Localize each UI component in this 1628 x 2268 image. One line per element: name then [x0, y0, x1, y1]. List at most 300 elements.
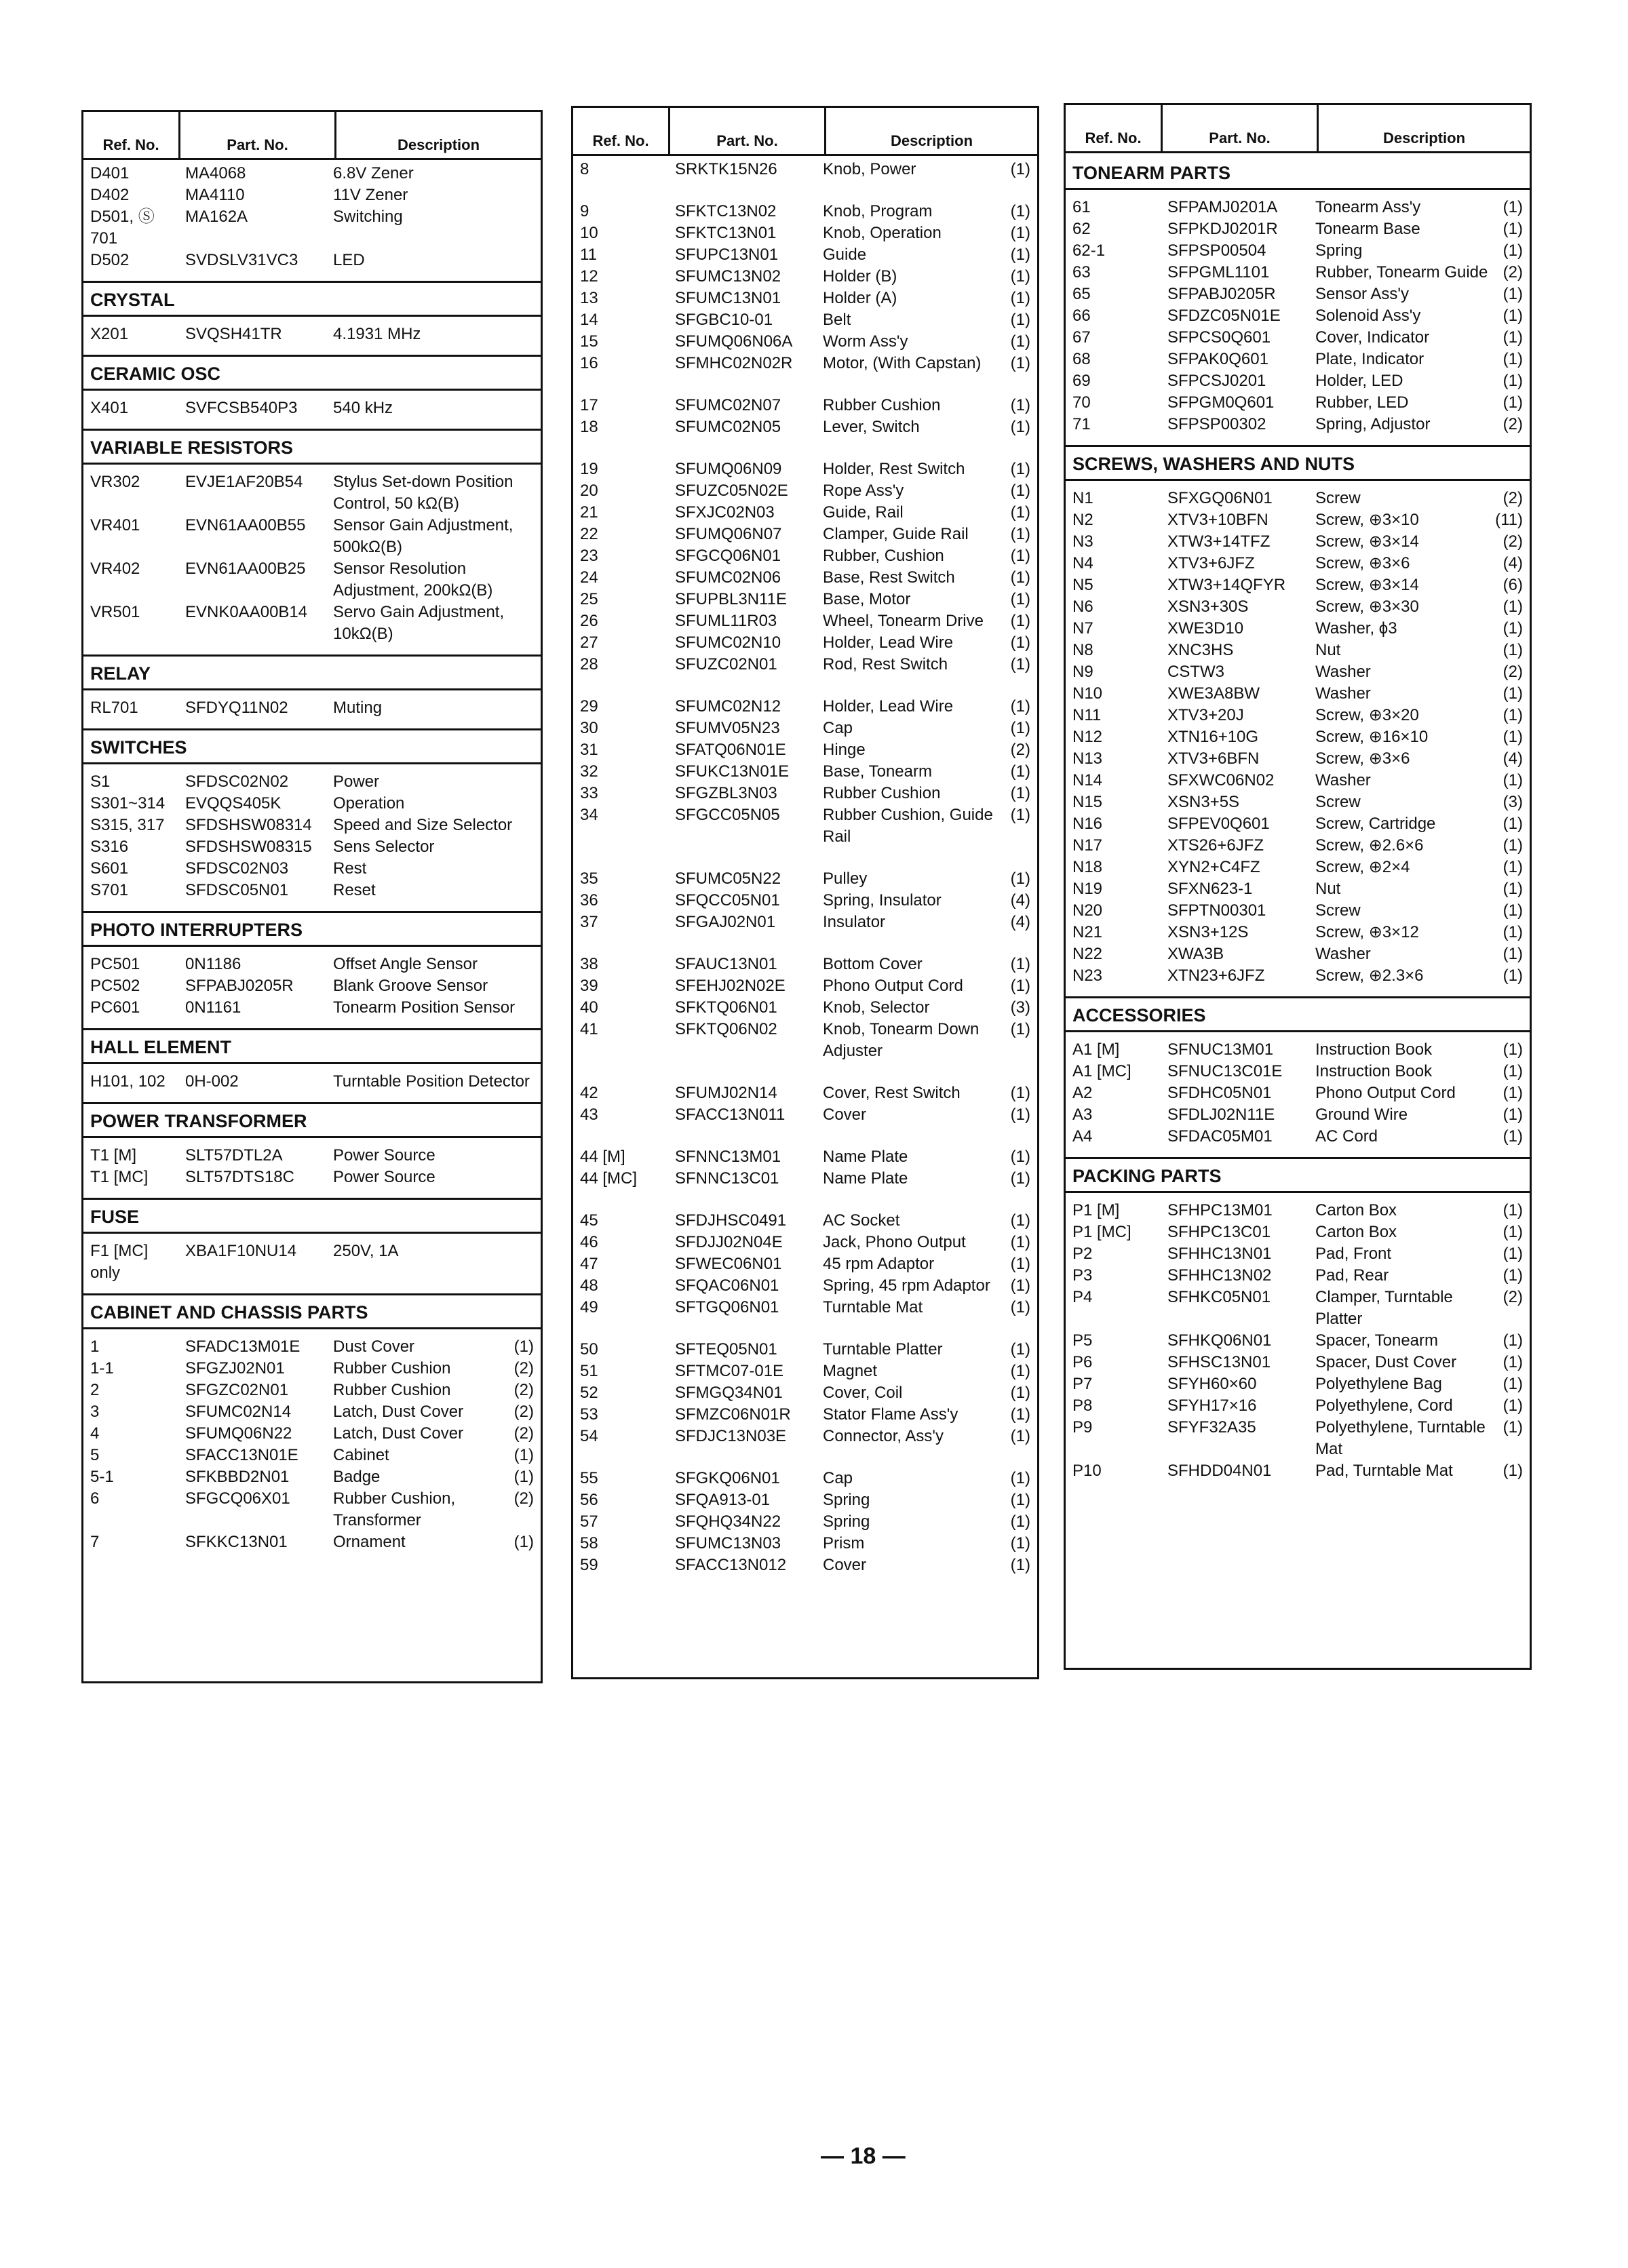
- ref-no: 701: [90, 229, 118, 248]
- ref-no: X201: [90, 325, 129, 343]
- part-no: SVFCSB540P3: [185, 399, 298, 417]
- ref-no: 48: [580, 1276, 598, 1295]
- table-row: [573, 761, 1037, 783]
- description: Holder, LED: [1315, 372, 1403, 390]
- quantity: (1): [1503, 1223, 1523, 1241]
- ref-no: P6: [1072, 1353, 1093, 1371]
- part-no: SFDSC05N01: [185, 881, 289, 899]
- ref-no: 8: [580, 160, 589, 178]
- table-row: [573, 1533, 1037, 1555]
- quantity: (1): [1503, 1084, 1523, 1102]
- table-row: [83, 880, 541, 901]
- table-row: [83, 206, 541, 228]
- description: Screw, ⊕3×14: [1315, 576, 1419, 594]
- section-title: ACCESSORIES: [1066, 996, 1530, 1032]
- description: Sensor Resolution Adjustment, 200kΩ(B): [333, 560, 493, 600]
- ref-no: 10: [580, 224, 598, 242]
- table-row: [1066, 1352, 1530, 1373]
- section-title: SCREWS, WASHERS AND NUTS: [1066, 445, 1530, 481]
- ref-no: D402: [90, 186, 130, 204]
- description: Pulley: [823, 869, 868, 888]
- table-row: [1066, 813, 1530, 835]
- quantity: (3): [1503, 793, 1523, 811]
- part-no: SFDJHSC0491: [675, 1211, 787, 1230]
- part-no: SFUKC13N01E: [675, 762, 790, 781]
- part-no: SFDYQ11N02: [185, 699, 288, 717]
- quantity: (1): [1010, 1084, 1030, 1102]
- quantity: (4): [1010, 913, 1030, 931]
- quantity: (1): [1010, 1106, 1030, 1124]
- description: Guide: [823, 246, 867, 264]
- table-row: [83, 997, 541, 1019]
- part-no: SFYF32A35: [1167, 1418, 1256, 1436]
- section-title: PHOTO INTERRUPTERS: [83, 911, 541, 947]
- part-no: SFNNC13C01: [675, 1169, 779, 1188]
- part-no: [178, 228, 328, 250]
- quantity: (4): [1010, 891, 1030, 910]
- description: Name Plate: [823, 1169, 908, 1188]
- description: Latch, Dust Cover: [333, 1424, 464, 1443]
- table-row: [573, 1082, 1037, 1104]
- part-no: SFHHC13N01: [1167, 1245, 1272, 1263]
- part-no: XTN16+10G: [1167, 728, 1259, 746]
- quantity: (1): [1010, 1298, 1030, 1316]
- quantity: (1): [1010, 224, 1030, 242]
- ref-no: P1 [M]: [1072, 1201, 1120, 1219]
- part-no: SFKBBD2N01: [185, 1468, 290, 1486]
- description: Belt: [823, 311, 851, 329]
- description: Latch, Dust Cover: [333, 1403, 464, 1421]
- description: Rubber Cushion, Transformer: [333, 1489, 456, 1529]
- table-row: [83, 1145, 541, 1167]
- description: Instruction Book: [1315, 1040, 1433, 1059]
- quantity: (1): [1010, 1211, 1030, 1230]
- part-no: SFATQ06N01E: [675, 741, 786, 759]
- ref-no: N12: [1072, 728, 1103, 746]
- ref-no: D401: [90, 164, 130, 182]
- ref-no: P2: [1072, 1245, 1093, 1263]
- description: Screw, ⊕3×20: [1315, 706, 1419, 724]
- description: Rest: [333, 859, 367, 878]
- part-no: XSN3+12S: [1167, 923, 1249, 941]
- ref-no: 35: [580, 869, 598, 888]
- description: Pad, Turntable Mat: [1315, 1462, 1453, 1480]
- ref-no: N17: [1072, 836, 1103, 855]
- quantity: (11): [1495, 511, 1523, 529]
- quantity: (1): [1503, 836, 1523, 855]
- ref-no: 5: [90, 1446, 100, 1464]
- part-no: EVNK0AA00B14: [185, 603, 308, 621]
- ref-no: 44 [M]: [580, 1148, 625, 1166]
- description: Rubber Cushion, Guide Rail: [823, 806, 993, 846]
- quantity: (2): [1010, 741, 1030, 759]
- quantity: (1): [1010, 1384, 1030, 1402]
- part-no: SFUMC13N01: [675, 289, 781, 307]
- table-row: [573, 1361, 1037, 1382]
- part-no: SFNUC13M01: [1167, 1040, 1274, 1059]
- table-row: [83, 1423, 541, 1445]
- description: Screw: [1315, 901, 1361, 920]
- quantity: (1): [1010, 697, 1030, 716]
- table-row: [1066, 1287, 1530, 1330]
- description: Screw, ⊕3×6: [1315, 749, 1410, 768]
- table-row: [1066, 726, 1530, 748]
- ref-no: S316: [90, 838, 129, 856]
- table-row: [83, 954, 541, 975]
- description: Spacer, Dust Cover: [1315, 1353, 1457, 1371]
- ref-no: VR501: [90, 603, 140, 621]
- header-part: Part. No.: [668, 108, 824, 154]
- quantity: (1): [1010, 418, 1030, 436]
- quantity: (1): [1503, 684, 1523, 703]
- table-row: [83, 1071, 541, 1093]
- description: Spring: [1315, 241, 1363, 260]
- table-row: [83, 1466, 541, 1488]
- table-row: [573, 416, 1037, 438]
- description: Knob, Selector: [823, 998, 930, 1017]
- part-no: SFGBC10-01: [675, 311, 773, 329]
- ref-no: N23: [1072, 966, 1103, 985]
- page-number: — 18 —: [821, 2143, 906, 2169]
- quantity: (1): [1503, 1106, 1523, 1124]
- table-row: [1066, 661, 1530, 683]
- ref-no: 50: [580, 1340, 598, 1358]
- quantity: (1): [1010, 1276, 1030, 1295]
- part-no: SFXJC02N03: [675, 503, 775, 522]
- description: LED: [333, 251, 365, 269]
- quantity: (2): [513, 1359, 534, 1377]
- description: Power Source: [333, 1168, 435, 1186]
- ref-no: 45: [580, 1211, 598, 1230]
- description: Clamper, Turntable Platter: [1315, 1288, 1453, 1328]
- quantity: (1): [1503, 1353, 1523, 1371]
- ref-no: 47: [580, 1255, 598, 1273]
- table-row: [83, 515, 541, 558]
- ref-no: 55: [580, 1469, 598, 1487]
- table-row: [83, 771, 541, 793]
- ref-no: T1 [MC]: [90, 1168, 149, 1186]
- quantity: (1): [1503, 815, 1523, 833]
- description: Switching: [333, 208, 403, 226]
- ref-no: F1 [MC] only: [90, 1242, 149, 1282]
- table-row: [1066, 197, 1530, 218]
- description: Ornament: [333, 1533, 406, 1551]
- ref-no: A1 [MC]: [1072, 1062, 1131, 1080]
- table-row: [1066, 1200, 1530, 1221]
- description: Rubber Cushion: [823, 396, 941, 414]
- description: Base, Rest Switch: [823, 568, 955, 587]
- ref-no: N16: [1072, 815, 1103, 833]
- description: Screw, ⊕2.3×6: [1315, 966, 1424, 985]
- header-desc: Description: [824, 108, 1037, 154]
- part-no: XTV3+10BFN: [1167, 511, 1268, 529]
- table-row: [573, 545, 1037, 567]
- quantity: (1): [1503, 1418, 1523, 1436]
- part-no: SFPTN00301: [1167, 901, 1266, 920]
- description: Turntable Mat: [823, 1298, 923, 1316]
- ref-no: H101, 102: [90, 1072, 166, 1091]
- col2-body: [573, 156, 1037, 1576]
- table-row: [1066, 1460, 1530, 1482]
- part-no: SFTMC07-01E: [675, 1362, 784, 1380]
- quantity: (1): [1503, 1375, 1523, 1393]
- quantity: (1): [1010, 1148, 1030, 1166]
- ref-no: N14: [1072, 771, 1103, 789]
- part-no: SFUMJ02N14: [675, 1084, 777, 1102]
- part-no: SFHPC13M01: [1167, 1201, 1273, 1219]
- description: Nut: [1315, 880, 1341, 898]
- quantity: (1): [1010, 460, 1030, 478]
- quantity: (3): [1010, 998, 1030, 1017]
- quantity: (1): [1010, 354, 1030, 372]
- ref-no: 65: [1072, 285, 1091, 303]
- quantity: (1): [1503, 1462, 1523, 1480]
- part-no: XTV3+6BFN: [1167, 749, 1260, 768]
- ref-no: 15: [580, 332, 598, 351]
- ref-no: N22: [1072, 945, 1103, 963]
- description: Washer: [1315, 663, 1371, 681]
- table-row: [1066, 1061, 1530, 1082]
- description: Washer, ϕ3: [1315, 619, 1397, 638]
- quantity: (1): [1010, 547, 1030, 565]
- part-no: SFMGQ34N01: [675, 1384, 783, 1402]
- description: Rope Ass'y: [823, 482, 904, 500]
- quantity: (1): [1503, 966, 1523, 985]
- part-no: SFPAK0Q601: [1167, 350, 1268, 368]
- column-header: [83, 112, 541, 160]
- section-title: CABINET AND CHASSIS PARTS: [83, 1293, 541, 1329]
- part-no: SFEHJ02N02E: [675, 977, 786, 995]
- table-row: [1066, 791, 1530, 813]
- quantity: (1): [1503, 1040, 1523, 1059]
- table-row: [573, 975, 1037, 997]
- section-title: HALL ELEMENT: [83, 1028, 541, 1064]
- table-row: [573, 222, 1037, 244]
- description: AC Socket: [823, 1211, 900, 1230]
- header-desc: Description: [334, 112, 541, 158]
- description: Cap: [823, 1469, 853, 1487]
- table-row: [1066, 922, 1530, 943]
- table-row: [1066, 1395, 1530, 1417]
- ref-no: 7: [90, 1533, 100, 1551]
- table-row: [573, 266, 1037, 288]
- part-no: SFUMQ06N22: [185, 1424, 292, 1443]
- ref-no: P9: [1072, 1418, 1093, 1436]
- table-row: [573, 1489, 1037, 1511]
- ref-no: VR401: [90, 516, 140, 534]
- quantity: (1): [1010, 202, 1030, 220]
- description: Phono Output Cord: [1315, 1084, 1456, 1102]
- table-row: [573, 331, 1037, 353]
- quantity: (1): [1010, 977, 1030, 995]
- ref-no: VR302: [90, 473, 140, 491]
- description: Turntable Platter: [823, 1340, 943, 1358]
- part-no: SFKTQ06N01: [675, 998, 777, 1017]
- ref-no: N2: [1072, 511, 1093, 529]
- table-row: [573, 890, 1037, 912]
- ref-no: N20: [1072, 901, 1103, 920]
- quantity: (1): [1010, 396, 1030, 414]
- ref-no: 17: [580, 396, 598, 414]
- table-row: [573, 1468, 1037, 1489]
- ref-no: 68: [1072, 350, 1091, 368]
- part-no: SFUPC13N01: [675, 246, 779, 264]
- description: Tonearm Ass'y: [1315, 198, 1421, 216]
- quantity: (1): [1503, 641, 1523, 659]
- description: Washer: [1315, 771, 1371, 789]
- part-no: SFUMC02N05: [675, 418, 781, 436]
- ref-no: 25: [580, 590, 598, 608]
- ref-no: 56: [580, 1491, 598, 1509]
- quantity: (2): [513, 1403, 534, 1421]
- table-row: [573, 783, 1037, 804]
- quantity: (1): [1503, 858, 1523, 876]
- ref-no: 52: [580, 1384, 598, 1402]
- description: Pad, Rear: [1315, 1266, 1389, 1285]
- part-no: SRKTK15N26: [675, 160, 777, 178]
- description: Screw, ⊕2×4: [1315, 858, 1410, 876]
- quantity: (1): [1010, 719, 1030, 737]
- part-no: SVQSH41TR: [185, 325, 282, 343]
- table-row: [1066, 218, 1530, 240]
- part-no: XBA1F10NU14: [185, 1242, 297, 1260]
- description: Holder, Rest Switch: [823, 460, 965, 478]
- table-row: [83, 228, 541, 250]
- table-row: [1066, 1243, 1530, 1265]
- part-no: SFXWC06N02: [1167, 771, 1275, 789]
- description: Spring: [823, 1512, 870, 1531]
- description: Knob, Tonearm Down Adjuster: [823, 1020, 980, 1060]
- table-row: [573, 1019, 1037, 1062]
- ref-no: A4: [1072, 1127, 1093, 1146]
- description: Carton Box: [1315, 1223, 1397, 1241]
- description: Blank Groove Sensor: [333, 977, 488, 995]
- description: Prism: [823, 1534, 865, 1552]
- table-row: [83, 1401, 541, 1423]
- table-row: [83, 1531, 541, 1553]
- part-no: SFQHQ34N22: [675, 1512, 781, 1531]
- part-no: SFGAJ02N01: [675, 913, 776, 931]
- ref-no: 66: [1072, 307, 1091, 325]
- section-title: CRYSTAL: [83, 281, 541, 317]
- part-no: XTV3+20J: [1167, 706, 1244, 724]
- quantity: (4): [1503, 749, 1523, 768]
- description: Cover, Rest Switch: [823, 1084, 961, 1102]
- parts-column-2: [571, 106, 1039, 1679]
- quantity: (1): [1010, 482, 1030, 500]
- ref-no: 36: [580, 891, 598, 910]
- description: Plate, Indicator: [1315, 350, 1424, 368]
- ref-no: N8: [1072, 641, 1093, 659]
- part-no: SFNNC13M01: [675, 1148, 781, 1166]
- table-row: [1066, 596, 1530, 618]
- part-no: SFUMC13N02: [675, 267, 781, 286]
- quantity: (1): [1010, 806, 1030, 824]
- quantity: (1): [513, 1337, 534, 1356]
- quantity: (2): [1503, 415, 1523, 433]
- table-row: [83, 558, 541, 602]
- column-header: [573, 108, 1037, 156]
- section-title: PACKING PARTS: [1066, 1157, 1530, 1193]
- part-no: SFPSP00302: [1167, 415, 1266, 433]
- ref-no: 53: [580, 1405, 598, 1424]
- ref-no: 41: [580, 1020, 598, 1038]
- column-header: [1066, 105, 1530, 153]
- quantity: (1): [1010, 955, 1030, 973]
- description: Insulator: [823, 913, 886, 931]
- description: Polyethylene, Turntable Mat: [1315, 1418, 1486, 1458]
- description: Name Plate: [823, 1148, 908, 1166]
- description: Hinge: [823, 741, 866, 759]
- part-no: XTV3+6JFZ: [1167, 554, 1255, 572]
- part-no: SFGCQ06N01: [675, 547, 781, 565]
- table-row: [83, 1488, 541, 1531]
- quantity: (1): [1010, 246, 1030, 264]
- section-title: VARIABLE RESISTORS: [83, 429, 541, 465]
- table-row: [573, 1297, 1037, 1318]
- table-row: [1066, 878, 1530, 900]
- quantity: (1): [1503, 198, 1523, 216]
- table-row: [573, 654, 1037, 676]
- description: Rubber Cushion: [823, 784, 941, 802]
- quantity: (1): [1010, 655, 1030, 673]
- table-row: [1066, 1265, 1530, 1287]
- table-row: [83, 1380, 541, 1401]
- part-no: SFQAC06N01: [675, 1276, 779, 1295]
- part-no: SFTEQ05N01: [675, 1340, 777, 1358]
- part-no: SFHDD04N01: [1167, 1462, 1272, 1480]
- table-row: [83, 1358, 541, 1380]
- table-row: [573, 567, 1037, 589]
- part-no: SFQA913-01: [675, 1491, 771, 1509]
- table-row: [83, 471, 541, 515]
- part-no: SFYH17×16: [1167, 1396, 1257, 1415]
- ref-no: 54: [580, 1427, 598, 1445]
- table-row: [1066, 900, 1530, 922]
- quantity: (1): [1010, 1255, 1030, 1273]
- ref-no: RL701: [90, 699, 138, 717]
- part-no: SLT57DTL2A: [185, 1146, 283, 1165]
- table-row: [1066, 1082, 1530, 1104]
- table-row: [573, 954, 1037, 975]
- description: Holder (A): [823, 289, 897, 307]
- part-no: XSN3+30S: [1167, 598, 1249, 616]
- description: Rubber, Cushion: [823, 547, 944, 565]
- table-row: [573, 159, 1037, 180]
- table-row: [1066, 1104, 1530, 1126]
- quantity: (2): [1503, 663, 1523, 681]
- part-no: SFADC13M01E: [185, 1337, 301, 1356]
- table-row: [573, 1104, 1037, 1126]
- ref-no: N21: [1072, 923, 1103, 941]
- table-row: [1066, 349, 1530, 370]
- table-row: [1066, 553, 1530, 574]
- ref-no: 63: [1072, 263, 1091, 281]
- table-row: [573, 997, 1037, 1019]
- part-no: SFKTC13N01: [675, 224, 777, 242]
- quantity: (2): [513, 1381, 534, 1399]
- table-row: [83, 858, 541, 880]
- table-row: [1066, 531, 1530, 553]
- table-row: [83, 397, 541, 419]
- table-row: [1066, 835, 1530, 857]
- description: Screw, ⊕3×10: [1315, 511, 1419, 529]
- description: Muting: [333, 699, 383, 717]
- quantity: (1): [1503, 285, 1523, 303]
- ref-no: N18: [1072, 858, 1103, 876]
- part-no: SFDSC02N02: [185, 773, 289, 791]
- description: Rubber, LED: [1315, 393, 1409, 412]
